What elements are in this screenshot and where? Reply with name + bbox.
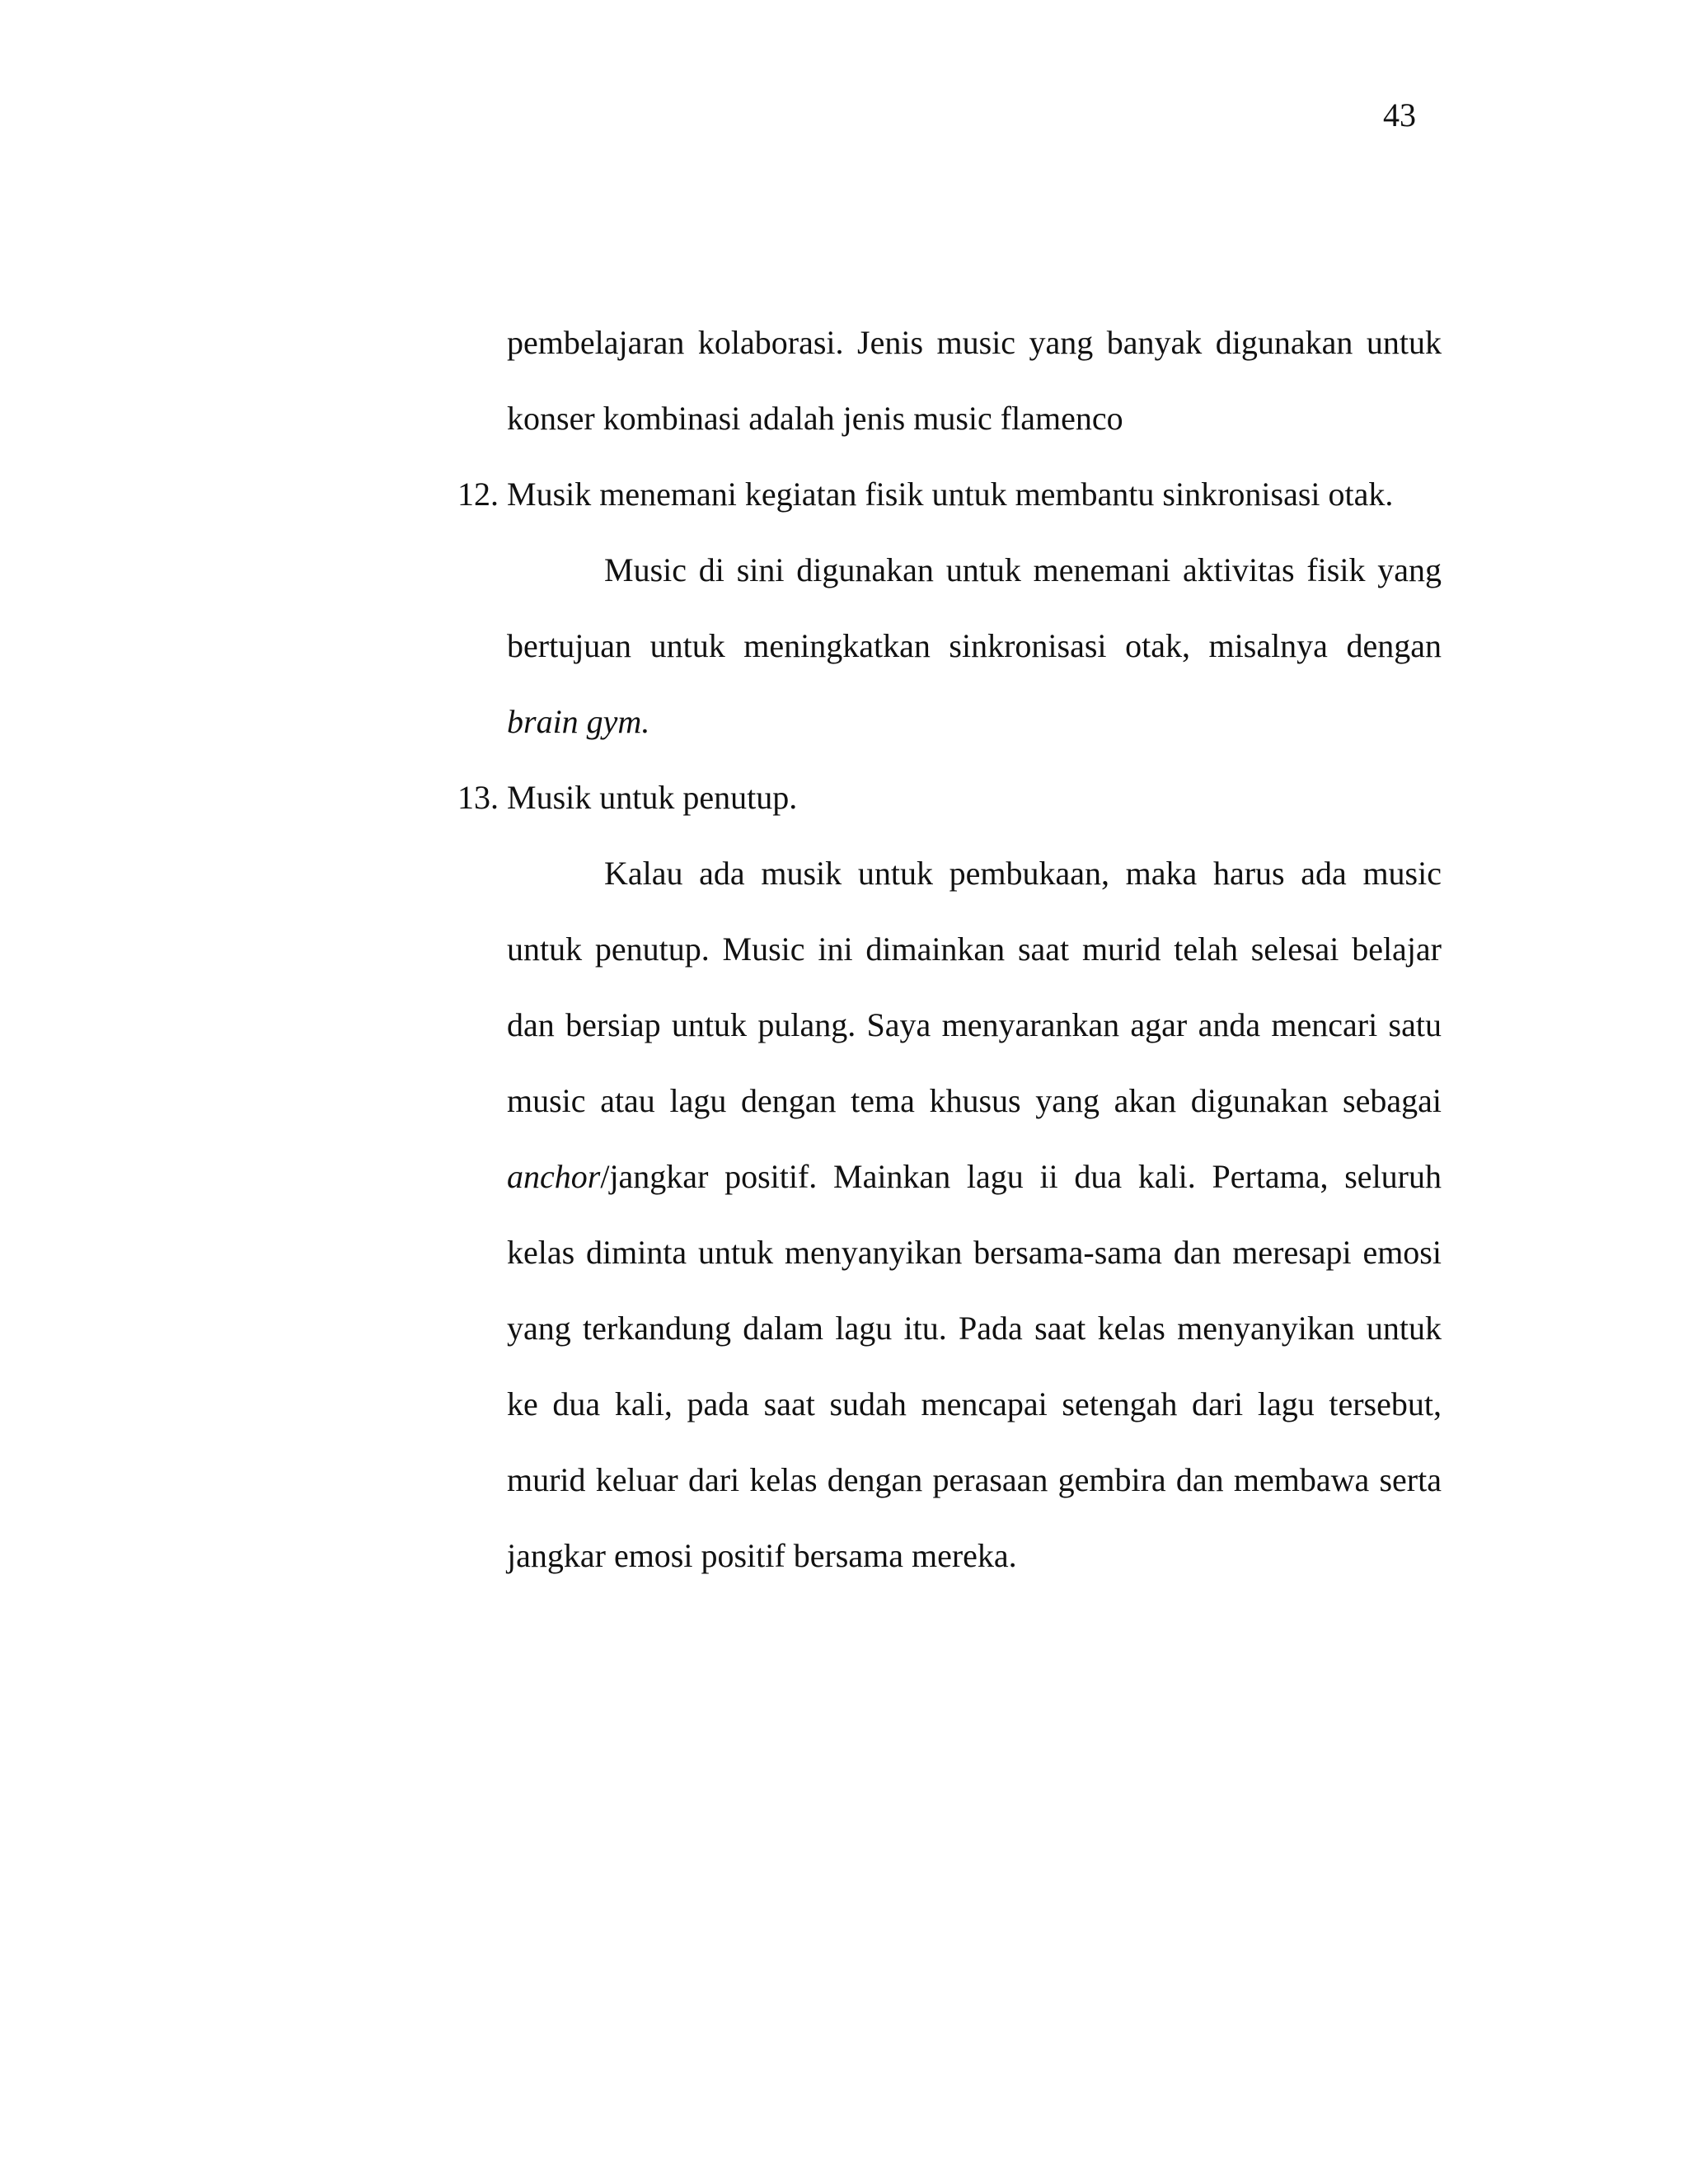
paragraph-line (507, 684, 1442, 760)
list-item-heading: Musik untuk penutup. (507, 779, 798, 816)
list-item-heading: Musik menemani kegiatan fisik untuk membantu sinkronisasi otak. (507, 476, 1394, 513)
line-text: /jangkar positif. Mainkan lagu ii dua kali. Pertama, seluruh (600, 1158, 1442, 1195)
page-number: 43 (1383, 96, 1416, 134)
paragraph-line: music atau lagu dengan tema khusus yang akan digunakan sebagai (507, 1082, 1442, 1119)
paragraph-line: bertujuan untuk meningkatkan sinkronisasi otak, misalnya dengan (507, 627, 1442, 664)
italic-term: brain gym. (507, 703, 650, 740)
italic-term: anchor (507, 1158, 601, 1195)
paragraph-line: yang terkandung dalam lagu itu. Pada saat kelas menyanyikan untuk (507, 1310, 1442, 1347)
body-text (457, 305, 1442, 1594)
paragraph-line: dan bersiap untuk pulang. Saya menyarankan agar anda mencari satu (507, 1006, 1442, 1043)
paragraph-line: murid keluar dari kelas dengan perasaan gembira dan membawa serta (507, 1461, 1442, 1498)
paragraph-line: jangkar emosi positif bersama mereka. (507, 1537, 1017, 1574)
list-item-12-heading (457, 457, 1442, 532)
paragraph-line: pembelajaran kolaborasi. Jenis music yang banyak digunakan untuk (507, 324, 1442, 361)
paragraph-line: Music di sini digunakan untuk menemani aktivitas fisik yang (604, 551, 1442, 588)
paragraph-line: Kalau ada musik untuk pembukaan, maka harus ada music (604, 855, 1442, 892)
list-item-13-heading (457, 760, 1442, 836)
list-item-number: 12. (457, 476, 499, 513)
paragraph-line: ke dua kali, pada saat sudah mencapai setengah dari lagu tersebut, (507, 1385, 1442, 1422)
paragraph-line: konser kombinasi adalah jenis music flamenco (507, 400, 1123, 437)
paragraph-line: untuk penutup. Music ini dimainkan saat murid telah selesai belajar (507, 930, 1442, 968)
paragraph-line: kelas diminta untuk menyanyikan bersama-sama dan meresapi emosi (507, 1234, 1442, 1271)
list-item-number: 13. (457, 779, 499, 816)
paragraph-line (507, 1139, 1442, 1215)
